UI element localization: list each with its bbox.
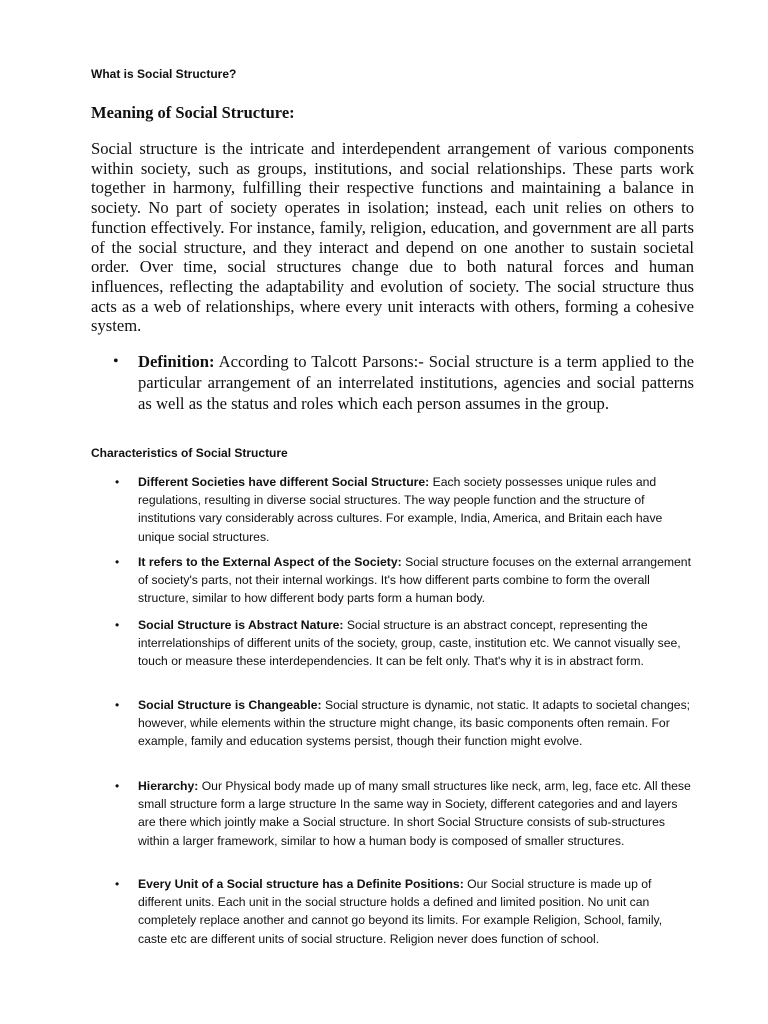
bullet-marker: • [115,618,120,632]
meaning-heading: Meaning of Social Structure: [91,103,295,122]
bullet-marker: • [115,877,120,891]
definition-text: According to Talcott Parsons:- Social structure is a term applied to the particular arrangement of an interrelated institutions, agencies and social patterns as well as the status and roles which each person assumes in the group. [138,352,695,413]
bullet-marker: • [115,779,120,793]
bullet-marker: • [115,698,120,712]
characteristic-item [91,875,694,948]
bullet-marker: • [113,353,119,370]
characteristic-item [91,777,694,850]
characteristic-item [91,696,694,751]
characteristics-heading: Characteristics of Social Structure [91,446,288,460]
bullet-marker: • [115,475,120,489]
characteristic-item [91,473,694,546]
characteristic-text: Each society possesses unique rules and regulations, resulting in diverse social structures. The way people function and the structure of institutions vary considerably across cultures. For example, India, America, and Britain each have unique social structures. [138,475,663,544]
characteristic-body [138,473,694,546]
characteristic-body [138,875,694,948]
characteristic-item [91,553,694,608]
definition-text-block [138,351,694,414]
characteristic-text: Social structure is dynamic, not static. It adapts to societal changes; however, while elements within the structure might change, its basic components often remain. For example, family and education systems persist, though their function might evolve. [138,698,691,749]
characteristic-body [138,696,694,751]
characteristic-term: It refers to the External Aspect of the Society: [138,555,402,569]
characteristic-text: Our Social structure is made up of different units. Each unit in the social structure holds a defined and limited position. No unit can completely replace another and cannot go beyond its limits. For example Religion, School, family, caste etc are different units of social structure. Religion never does function of school. [138,877,663,946]
characteristic-item [91,616,694,671]
characteristic-body [138,616,694,671]
definition-term: Definition: [138,352,215,371]
document-title: What is Social Structure? [91,67,237,81]
characteristic-text: Our Physical body made up of many small structures like neck, arm, leg, face etc. All these small structure form a large structure In the same way in Society, different categories and and layers are there which jointly make a Social structure. In short Social Structure consists of sub-structures within a larger framework, similar to how a human body is composed of smaller structures. [138,779,691,848]
bullet-marker: • [115,555,120,569]
characteristic-text: Social structure focuses on the external arrangement of society's parts, not their internal workings. It's how different parts combine to form the overall structure, similar to how different body parts form a human body. [138,555,691,606]
characteristic-term: Social Structure is Changeable: [138,698,322,712]
characteristic-term: Every Unit of a Social structure has a Definite Positions: [138,877,464,891]
definition-bullet-item [91,351,694,414]
characteristic-body [138,553,694,608]
characteristic-term: Different Societies have different Social Structure: [138,475,430,489]
characteristic-term: Hierarchy: [138,779,199,793]
characteristic-body [138,777,694,850]
characteristic-term: Social Structure is Abstract Nature: [138,618,344,632]
characteristic-text: Social structure is an abstract concept, representing the interrelationships of different units of the society, group, caste, institution etc. We cannot visually see, touch or measure these interdependencies. It can be felt only. That's why it is in abstract form. [138,618,681,669]
intro-paragraph: Social structure is the intricate and interdependent arrangement of various components within society, such as groups, institutions, and social relationships. These parts work together in harmony, fulfilling their respective functions and maintaining a balance in society. No part of society operates in isolation; instead, each unit relies on others to function effectively. For instance, family, religion, education, and government are all parts of the social structure, and they interact and depend on one another to sustain societal order. Over time, social structures change due to both natural forces and human influences, reflecting the adaptability and evolution of society. The social structure thus acts as a web of relationships, where every unit interacts with others, forming a cohesive system. [91,139,694,336]
